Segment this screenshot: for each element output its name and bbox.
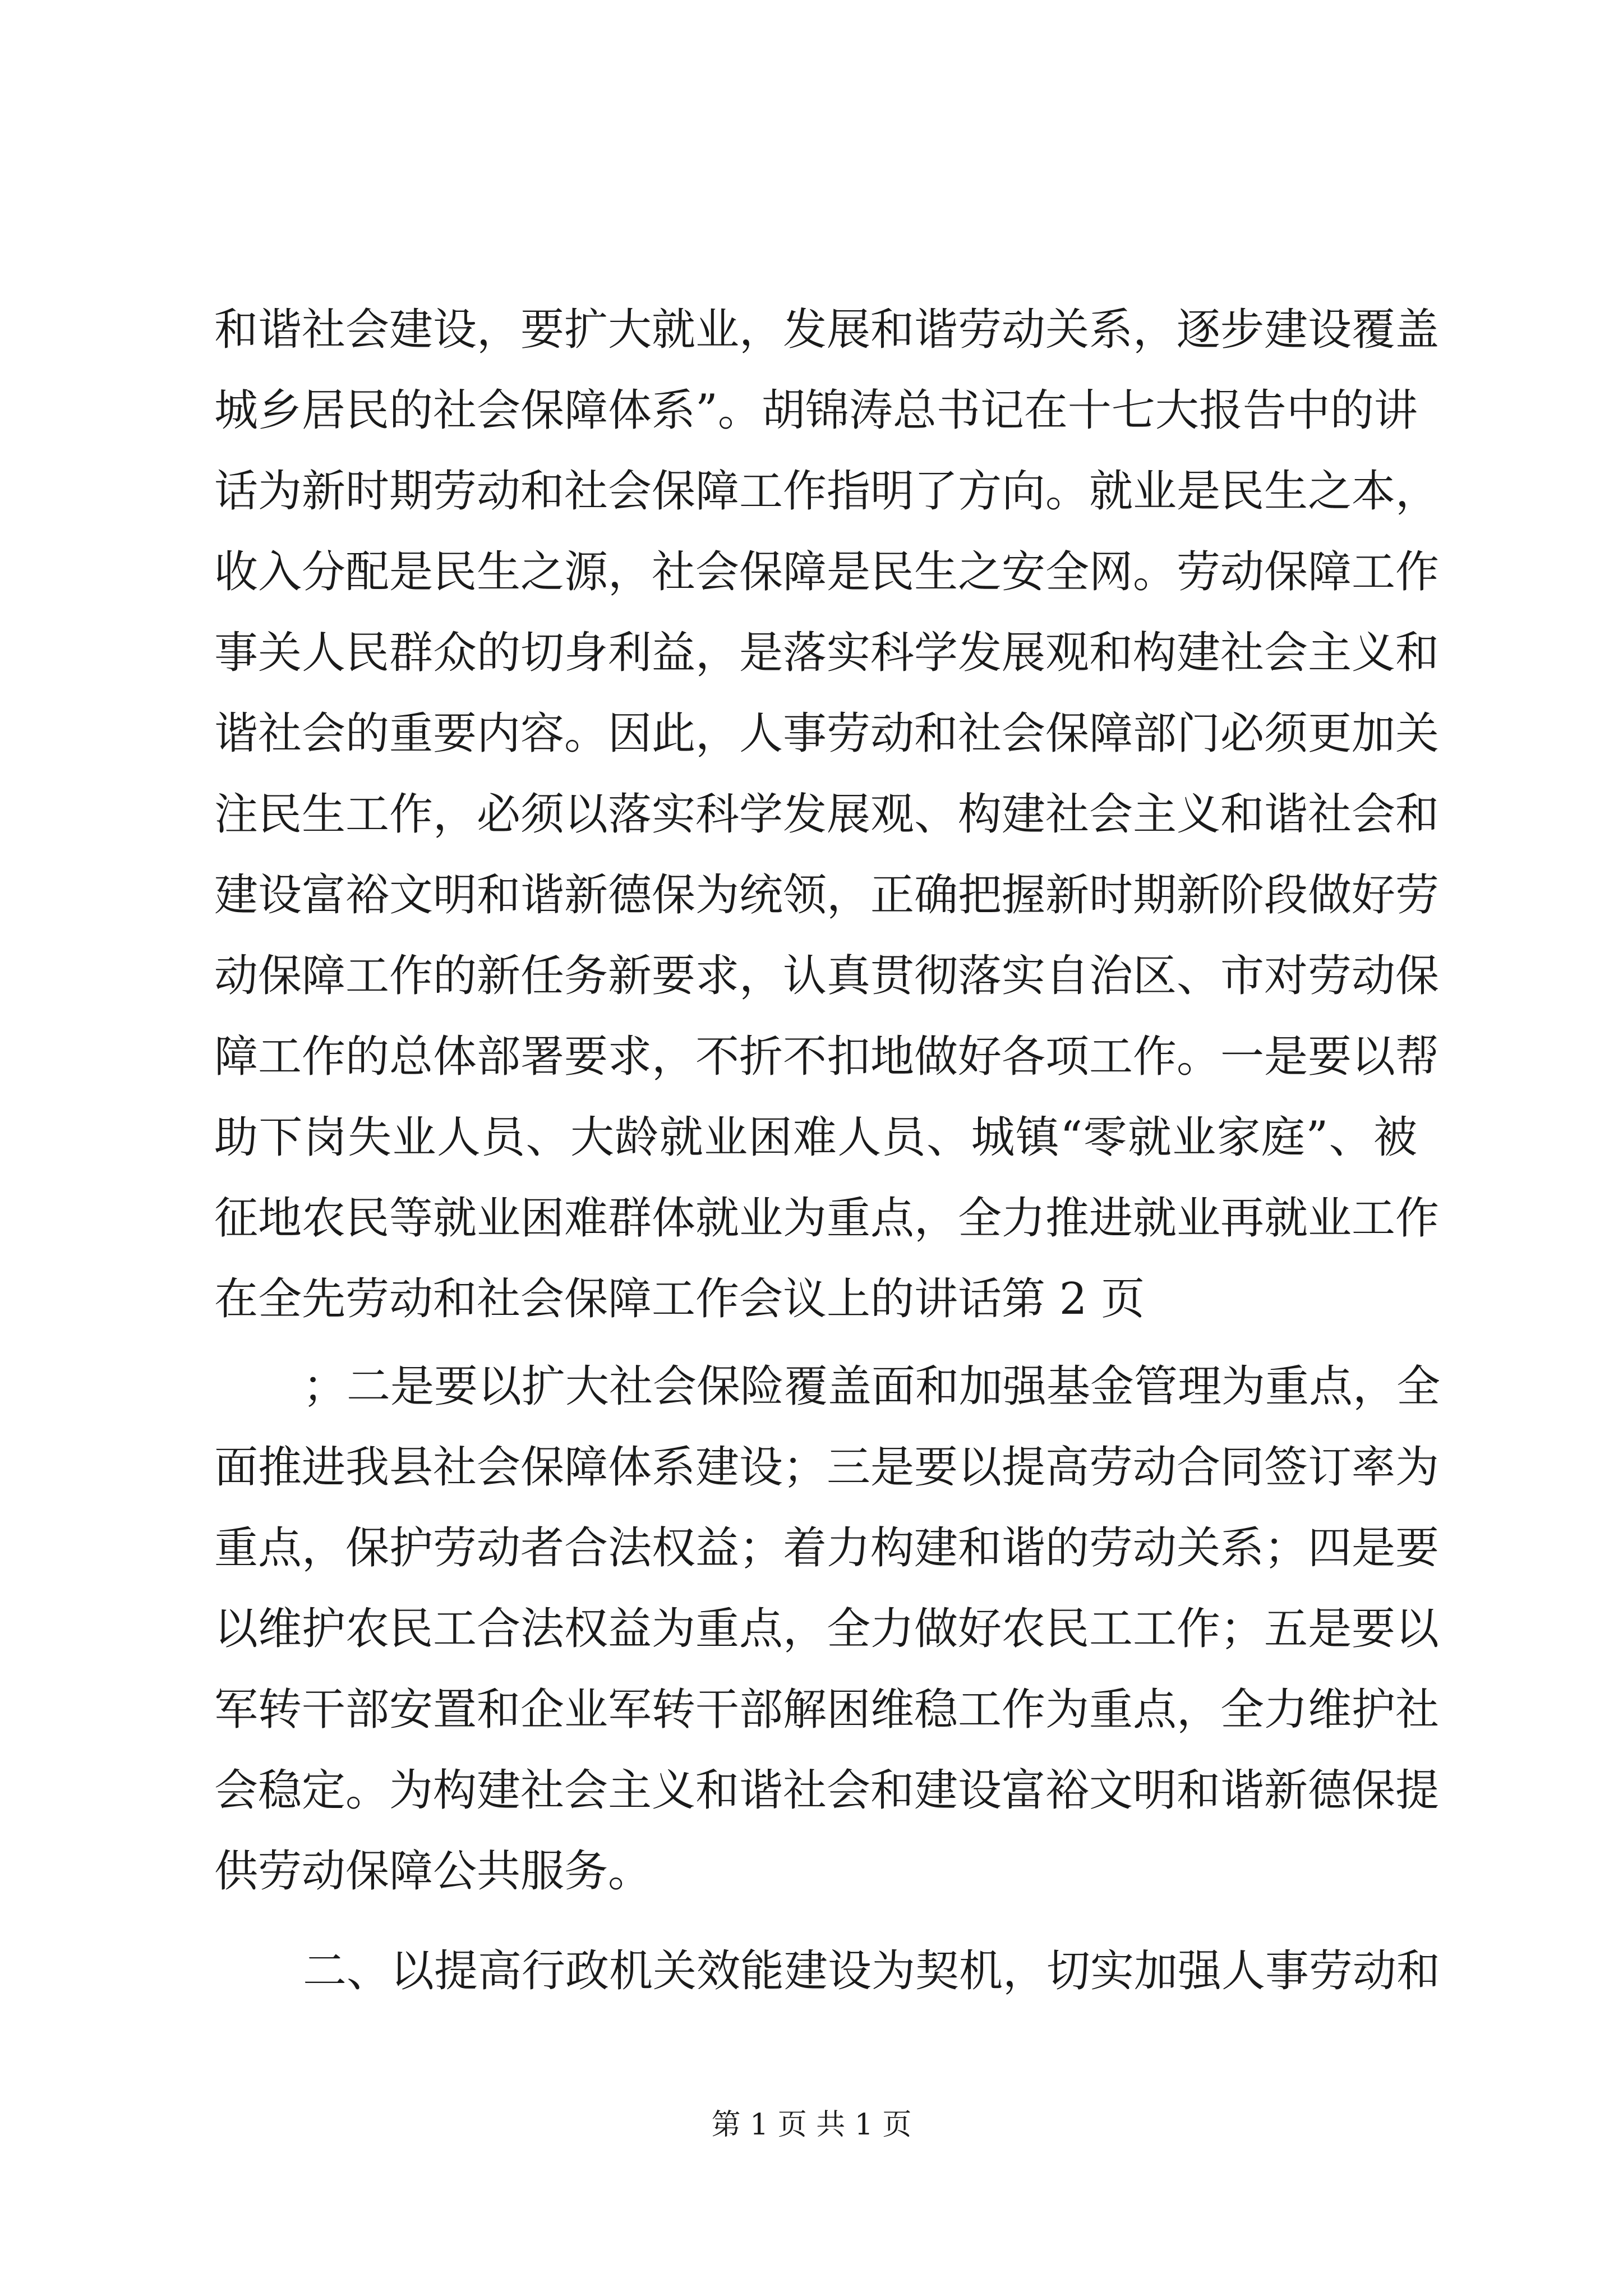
paragraph-3	[214, 1931, 1441, 2012]
paragraph-line: 城乡居民的社会保障体系”。胡锦涛总书记在十七大报告中的讲	[214, 385, 1418, 436]
paragraph-line: 助下岗失业人员、大龄就业困难人员、城镇“零就业家庭”、被	[214, 1112, 1417, 1163]
paragraph-line: 事关人民群众的切身利益，是落实科学发展观和构建社会主义和	[214, 628, 1440, 678]
paragraph-line: 军转干部安置和企业军转干部解困维稳工作为重点，全力维护社	[214, 1685, 1440, 1735]
paragraph-line: 建设富裕文明和谐新德保为统领，正确把握新时期新阶段做好劳	[214, 870, 1440, 921]
paragraph-line: 征地农民等就业困难群体就业为重点，全力推进就业再就业工作	[214, 1193, 1440, 1244]
paragraph-line: 供劳动保障公共服务。	[214, 1846, 652, 1897]
paragraph-line: 注民生工作，必须以落实科学发展观、构建社会主义和谐社会和	[214, 789, 1440, 840]
paragraph-line: 障工作的总体部署要求，不折不扣地做好各项工作。一是要以帮	[214, 1032, 1440, 1082]
section-heading-line: 二、以提高行政机关效能建设为契机，切实加强人事劳动和	[303, 1946, 1441, 1996]
paragraph-line: 话为新时期劳动和社会保障工作指明了方向。就业是民生之本，	[214, 466, 1440, 517]
paragraph-line: 会稳定。为构建社会主义和谐社会和建设富裕文明和谐新德保提	[214, 1765, 1440, 1816]
paragraph-line: ；二是要以扩大社会保险覆盖面和加强基金管理为重点，全	[303, 1361, 1441, 1412]
paragraph-1	[214, 289, 1440, 1340]
paragraph-line: 以维护农民工合法权益为重点，全力做好农民工工作；五是要以	[214, 1604, 1440, 1654]
paragraph-line: 和谐社会建设，要扩大就业，发展和谐劳动关系，逐步建设覆盖	[214, 305, 1440, 355]
paragraph-line: 动保障工作的新任务新要求，认真贯彻落实自治区、市对劳动保	[214, 951, 1440, 1001]
paragraph-line: 收入分配是民生之源，社会保障是民生之安全网。劳动保障工作	[214, 547, 1440, 597]
paragraph-line: 重点，保护劳动者合法权益；着力构建和谐的劳动关系；四是要	[214, 1523, 1440, 1573]
paragraph-line: 面推进我县社会保障体系建设；三是要以提高劳动合同签订率为	[214, 1442, 1440, 1493]
paragraph-2	[214, 1346, 1441, 1912]
page-continuation-line: 在全先劳动和社会保障工作会议上的讲话第 2 页	[214, 1274, 1145, 1324]
paragraph-line: 谐社会的重要内容。因此，人事劳动和社会保障部门必须更加关	[214, 708, 1440, 759]
page-footer: 第 1 页 共 1 页	[711, 2108, 912, 2142]
